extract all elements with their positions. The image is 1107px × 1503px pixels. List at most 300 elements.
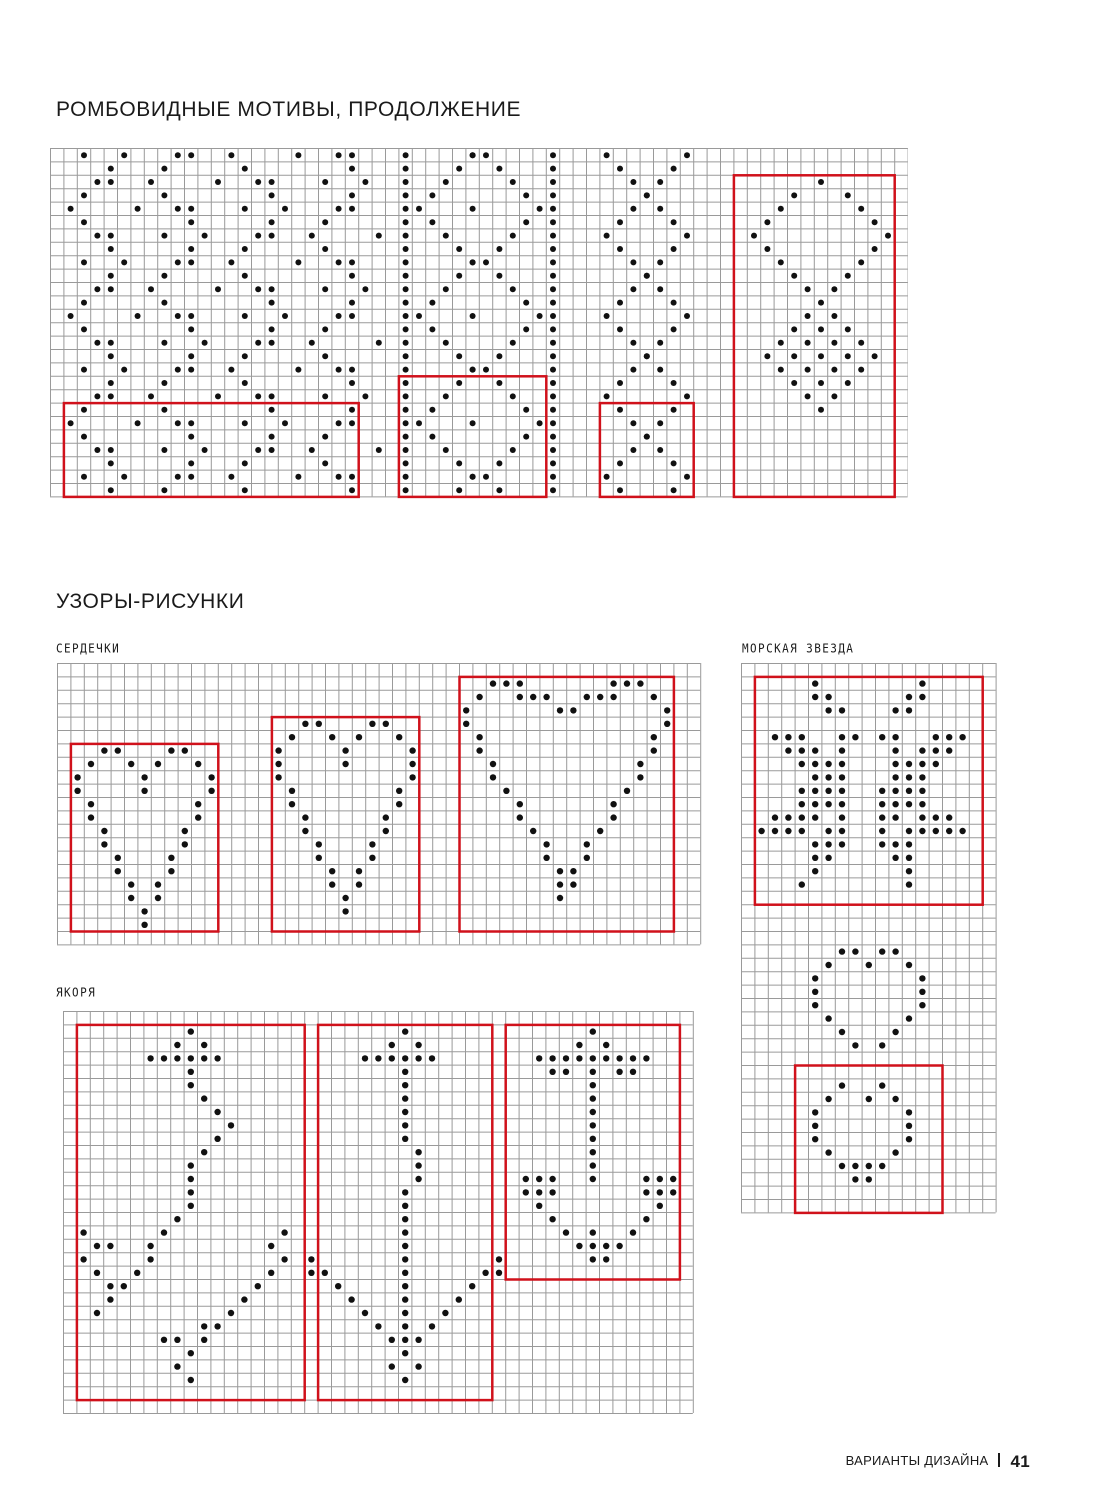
stitch-dot bbox=[839, 761, 845, 767]
stitch-dot bbox=[188, 1162, 194, 1168]
stitch-dot bbox=[80, 1256, 86, 1262]
stitch-dot bbox=[818, 353, 824, 359]
stitch-dot bbox=[101, 828, 107, 834]
stitch-dot bbox=[476, 734, 482, 740]
stitch-dot bbox=[879, 788, 885, 794]
stitch-dot bbox=[415, 1176, 421, 1182]
stitch-dot bbox=[269, 192, 275, 198]
stitch-dot bbox=[201, 1042, 207, 1048]
stitch-dot bbox=[617, 219, 623, 225]
stitch-dot bbox=[537, 206, 543, 212]
stitch-dot bbox=[617, 246, 623, 252]
stitch-dot bbox=[121, 1283, 127, 1289]
page-number: 41 bbox=[1010, 1452, 1030, 1471]
stitch-dot bbox=[831, 367, 837, 373]
stitch-dot bbox=[308, 1256, 314, 1262]
stitch-dot bbox=[906, 962, 912, 968]
stitch-dot bbox=[403, 179, 409, 185]
stitch-dot bbox=[188, 1082, 194, 1088]
stitch-dot bbox=[383, 814, 389, 820]
stitch-dot bbox=[919, 989, 925, 995]
stitch-dot bbox=[242, 273, 248, 279]
stitch-dot bbox=[188, 434, 194, 440]
stitch-dot bbox=[791, 273, 797, 279]
stitch-dot bbox=[242, 206, 248, 212]
stitch-dot bbox=[416, 206, 422, 212]
stitch-dot bbox=[443, 393, 449, 399]
stitch-dot bbox=[630, 340, 636, 346]
stitch-dot bbox=[362, 1310, 368, 1316]
stitch-dot bbox=[349, 380, 355, 386]
stitch-dot bbox=[906, 868, 912, 874]
stitch-dot bbox=[858, 340, 864, 346]
stitch-dot bbox=[81, 474, 87, 480]
stitch-dot bbox=[812, 841, 818, 847]
stitch-dot bbox=[523, 407, 529, 413]
stitch-dot bbox=[295, 259, 301, 265]
stitch-dot bbox=[906, 1136, 912, 1142]
stitch-dot bbox=[349, 300, 355, 306]
stitch-dot bbox=[402, 1296, 408, 1302]
stitch-dot bbox=[214, 1055, 220, 1061]
stitch-dot bbox=[255, 340, 261, 346]
stitch-dot bbox=[919, 761, 925, 767]
stitch-dot bbox=[825, 855, 831, 861]
stitch-dot bbox=[242, 420, 248, 426]
stitch-dot bbox=[402, 1270, 408, 1276]
stitch-dot bbox=[188, 1350, 194, 1356]
stitch-dot bbox=[456, 487, 462, 493]
stitch-dot bbox=[242, 313, 248, 319]
repeat-frame bbox=[600, 403, 694, 497]
stitch-dot bbox=[362, 179, 368, 185]
stitch-dot bbox=[845, 326, 851, 332]
stitch-dot bbox=[549, 1189, 555, 1195]
stitch-dot bbox=[812, 814, 818, 820]
stitch-dot bbox=[858, 206, 864, 212]
stitch-dot bbox=[643, 1055, 649, 1061]
stitch-dot bbox=[269, 219, 275, 225]
stitch-dot bbox=[892, 761, 898, 767]
stitch-dot bbox=[115, 747, 121, 753]
stitch-dot bbox=[375, 1055, 381, 1061]
stitch-dot bbox=[496, 380, 502, 386]
stitch-dot bbox=[121, 474, 127, 480]
stitch-dot bbox=[785, 747, 791, 753]
stitch-dot bbox=[906, 1015, 912, 1021]
stitch-dot bbox=[175, 259, 181, 265]
stitch-dot bbox=[812, 774, 818, 780]
stitch-dot bbox=[402, 1095, 408, 1101]
stitch-dot bbox=[791, 326, 797, 332]
stitch-dot bbox=[503, 788, 509, 794]
stitch-dot bbox=[550, 192, 556, 198]
stitch-dot bbox=[764, 353, 770, 359]
stitch-dot bbox=[255, 447, 261, 453]
stitch-dot bbox=[94, 447, 100, 453]
stitch-dot bbox=[349, 259, 355, 265]
stitch-dot bbox=[141, 774, 147, 780]
stitch-dot bbox=[839, 841, 845, 847]
stitch-dot bbox=[161, 166, 167, 172]
stitch-dot bbox=[161, 407, 167, 413]
stitch-dot bbox=[557, 881, 563, 887]
stitch-dot bbox=[81, 192, 87, 198]
stitch-dot bbox=[496, 246, 502, 252]
stitch-dot bbox=[892, 948, 898, 954]
stitch-dot bbox=[403, 326, 409, 332]
stitch-dot bbox=[812, 1136, 818, 1142]
stitch-dot bbox=[443, 340, 449, 346]
stitch-dot bbox=[429, 1055, 435, 1061]
stitch-dot bbox=[630, 259, 636, 265]
stitch-dot bbox=[630, 286, 636, 292]
stitch-dot bbox=[812, 1123, 818, 1129]
stitch-dot bbox=[536, 1176, 542, 1182]
stitch-dot bbox=[81, 152, 87, 158]
stitch-dot bbox=[839, 1163, 845, 1169]
stitch-dot bbox=[590, 1082, 596, 1088]
stitch-dot bbox=[108, 393, 114, 399]
stitch-dot bbox=[195, 761, 201, 767]
stitch-dot bbox=[630, 1055, 636, 1061]
stitch-dot bbox=[839, 774, 845, 780]
stitch-dot bbox=[610, 694, 616, 700]
stitch-dot bbox=[490, 761, 496, 767]
stitch-dot bbox=[403, 219, 409, 225]
stitch-dot bbox=[107, 1283, 113, 1289]
stitch-dot bbox=[228, 152, 234, 158]
stitch-dot bbox=[115, 868, 121, 874]
stitch-dot bbox=[799, 801, 805, 807]
stitch-dot bbox=[336, 367, 342, 373]
stitch-dot bbox=[403, 434, 409, 440]
stitch-dot bbox=[322, 1270, 328, 1276]
stitch-dot bbox=[825, 1015, 831, 1021]
stitch-dot bbox=[825, 788, 831, 794]
stitch-dot bbox=[839, 948, 845, 954]
stitch-dot bbox=[269, 286, 275, 292]
stitch-dot bbox=[329, 734, 335, 740]
stitch-dot bbox=[188, 1377, 194, 1383]
stitch-dot bbox=[617, 300, 623, 306]
stitch-dot bbox=[403, 286, 409, 292]
stitch-dot bbox=[630, 1069, 636, 1075]
stitch-dot bbox=[108, 233, 114, 239]
stitch-dot bbox=[872, 353, 878, 359]
stitch-dot bbox=[550, 393, 556, 399]
grid-lines bbox=[50, 148, 908, 497]
stitch-dot bbox=[772, 814, 778, 820]
stitch-dot bbox=[161, 1229, 167, 1235]
stitch-dot bbox=[563, 1055, 569, 1061]
stitch-dot bbox=[135, 206, 141, 212]
stitch-dot bbox=[214, 1109, 220, 1115]
stitch-dot bbox=[831, 313, 837, 319]
stitch-dot bbox=[772, 734, 778, 740]
stitch-dot bbox=[94, 179, 100, 185]
stitch-dot bbox=[402, 1082, 408, 1088]
stitch-dot bbox=[88, 814, 94, 820]
stitch-dot bbox=[919, 680, 925, 686]
stitch-dot bbox=[463, 721, 469, 727]
stitch-dot bbox=[785, 734, 791, 740]
stitch-dot bbox=[161, 1055, 167, 1061]
stitch-dot bbox=[616, 1243, 622, 1249]
stitch-dot bbox=[778, 206, 784, 212]
stitch-dot bbox=[604, 393, 610, 399]
stitch-dot bbox=[812, 1109, 818, 1115]
stitch-dot bbox=[409, 747, 415, 753]
stitch-dot bbox=[376, 233, 382, 239]
stitch-dot bbox=[108, 380, 114, 386]
stitch-dot bbox=[799, 734, 805, 740]
stitch-dot bbox=[403, 340, 409, 346]
stitch-dot bbox=[147, 1256, 153, 1262]
stitch-dot bbox=[550, 300, 556, 306]
stitch-dot bbox=[550, 434, 556, 440]
stitch-dot bbox=[906, 855, 912, 861]
stitch-dot bbox=[174, 1042, 180, 1048]
stitch-dot bbox=[570, 868, 576, 874]
stitch-dot bbox=[831, 286, 837, 292]
stitch-dot bbox=[839, 747, 845, 753]
stitch-dot bbox=[630, 420, 636, 426]
stitch-dot bbox=[919, 747, 925, 753]
stitch-dot bbox=[74, 788, 80, 794]
stitch-dot bbox=[409, 774, 415, 780]
stitch-dot bbox=[812, 801, 818, 807]
stitch-dot bbox=[812, 989, 818, 995]
stitch-dot bbox=[402, 1323, 408, 1329]
stitch-dot bbox=[933, 828, 939, 834]
stitch-dot bbox=[550, 219, 556, 225]
stitch-dot bbox=[476, 747, 482, 753]
stitch-dot bbox=[643, 1216, 649, 1222]
stitch-dot bbox=[329, 881, 335, 887]
stitch-dot bbox=[175, 367, 181, 373]
stitch-dot bbox=[550, 259, 556, 265]
stitch-dot bbox=[429, 1323, 435, 1329]
stitch-dot bbox=[812, 855, 818, 861]
stitch-dot bbox=[403, 353, 409, 359]
stitch-dot bbox=[202, 340, 208, 346]
stitch-dot bbox=[550, 179, 556, 185]
stitch-dot bbox=[892, 707, 898, 713]
stitch-dot bbox=[349, 166, 355, 172]
stitch-dot bbox=[161, 233, 167, 239]
stitch-dot bbox=[456, 460, 462, 466]
stitch-dot bbox=[684, 233, 690, 239]
stitch-dot bbox=[483, 152, 489, 158]
stitch-dot bbox=[818, 326, 824, 332]
stitch-dot bbox=[108, 340, 114, 346]
stitch-dot bbox=[778, 340, 784, 346]
stitch-dot bbox=[906, 841, 912, 847]
stitch-dot bbox=[416, 420, 422, 426]
stitch-dot bbox=[415, 1337, 421, 1343]
stitch-dot bbox=[188, 326, 194, 332]
stitch-dot bbox=[644, 353, 650, 359]
stitch-dot bbox=[892, 747, 898, 753]
stitch-dot bbox=[456, 166, 462, 172]
stitch-dot bbox=[866, 1096, 872, 1102]
stitch-dot bbox=[557, 707, 563, 713]
stitch-dot bbox=[510, 233, 516, 239]
stitch-dot bbox=[671, 487, 677, 493]
stitch-dot bbox=[671, 166, 677, 172]
stitch-dot bbox=[892, 801, 898, 807]
stitch-dot bbox=[269, 393, 275, 399]
stitch-dot bbox=[148, 393, 154, 399]
stitch-dot bbox=[289, 801, 295, 807]
stitch-dot bbox=[825, 1149, 831, 1155]
stitch-dot bbox=[624, 788, 630, 794]
stitch-dot bbox=[356, 868, 362, 874]
stitch-dot bbox=[657, 420, 663, 426]
stitch-dot bbox=[684, 152, 690, 158]
stitch-dot bbox=[121, 152, 127, 158]
stitch-dot bbox=[758, 828, 764, 834]
stitch-dot bbox=[336, 474, 342, 480]
stitch-dot bbox=[550, 460, 556, 466]
stitch-dot bbox=[879, 1163, 885, 1169]
stitch-dot bbox=[403, 246, 409, 252]
stitch-dot bbox=[536, 1055, 542, 1061]
stitch-dot bbox=[402, 1256, 408, 1262]
stitch-dot bbox=[68, 420, 74, 426]
stitch-dot bbox=[550, 246, 556, 252]
stitch-dot bbox=[959, 734, 965, 740]
stitch-dot bbox=[852, 948, 858, 954]
stitch-dot bbox=[536, 1189, 542, 1195]
stitch-dot bbox=[322, 460, 328, 466]
stitch-dot bbox=[557, 868, 563, 874]
stitch-dot bbox=[289, 734, 295, 740]
stitch-dot bbox=[121, 259, 127, 265]
stitch-dot bbox=[349, 152, 355, 158]
stitch-dot bbox=[415, 1363, 421, 1369]
stitch-dot bbox=[933, 747, 939, 753]
stitch-dot bbox=[604, 313, 610, 319]
stitch-dot bbox=[81, 407, 87, 413]
stitch-dot bbox=[269, 407, 275, 413]
stitch-dot bbox=[188, 1176, 194, 1182]
stitch-dot bbox=[590, 1176, 596, 1182]
stitch-dot bbox=[255, 233, 261, 239]
stitch-dot bbox=[523, 326, 529, 332]
stitch-dot bbox=[389, 1055, 395, 1061]
stitch-dot bbox=[188, 367, 194, 373]
stitch-dot bbox=[403, 447, 409, 453]
stitch-dot bbox=[590, 1122, 596, 1128]
stitch-dot bbox=[336, 313, 342, 319]
stitch-dot bbox=[456, 353, 462, 359]
stitch-dot bbox=[671, 219, 677, 225]
stitch-dot bbox=[684, 474, 690, 480]
stitch-dot bbox=[946, 747, 952, 753]
stitch-dot bbox=[281, 1229, 287, 1235]
stitch-dot bbox=[456, 273, 462, 279]
stitch-dot bbox=[242, 246, 248, 252]
stitch-dot bbox=[269, 300, 275, 306]
stitch-dot bbox=[510, 179, 516, 185]
stitch-dot bbox=[402, 1109, 408, 1115]
stitch-dot bbox=[496, 273, 502, 279]
stitch-dot bbox=[135, 420, 141, 426]
stitch-dot bbox=[255, 393, 261, 399]
stitch-dot bbox=[590, 1109, 596, 1115]
stitch-dot bbox=[188, 219, 194, 225]
stitch-dot bbox=[68, 313, 74, 319]
stitch-dot bbox=[617, 166, 623, 172]
stitch-dot bbox=[429, 219, 435, 225]
stitch-dot bbox=[657, 259, 663, 265]
page-footer bbox=[846, 1452, 1030, 1472]
stitch-dot bbox=[799, 747, 805, 753]
stitch-dot bbox=[356, 881, 362, 887]
stitch-dot bbox=[791, 192, 797, 198]
stitch-dot bbox=[336, 259, 342, 265]
stitch-dot bbox=[81, 259, 87, 265]
stitch-dot bbox=[316, 855, 322, 861]
stitch-dot bbox=[825, 1096, 831, 1102]
stitch-dot bbox=[664, 707, 670, 713]
stitch-dot bbox=[630, 367, 636, 373]
stitch-dot bbox=[537, 313, 543, 319]
stitch-dot bbox=[630, 206, 636, 212]
stitch-dot bbox=[483, 474, 489, 480]
stitch-dot bbox=[429, 326, 435, 332]
stitch-dot bbox=[175, 474, 181, 480]
stitch-dot bbox=[362, 286, 368, 292]
stitch-dot bbox=[402, 1350, 408, 1356]
stitch-dot bbox=[657, 206, 663, 212]
stitch-dot bbox=[81, 219, 87, 225]
footer-title: ВАРИАНТЫ ДИЗАЙНА bbox=[845, 1453, 989, 1468]
stitch-dot bbox=[657, 1189, 663, 1195]
stitch-dot bbox=[188, 1189, 194, 1195]
chart-anchors bbox=[63, 1011, 695, 1416]
stitch-dot bbox=[825, 841, 831, 847]
stitch-dot bbox=[933, 761, 939, 767]
stitch-dot bbox=[616, 1069, 622, 1075]
stitch-dot bbox=[825, 962, 831, 968]
chart-rhombus-motifs bbox=[50, 148, 908, 504]
stitch-dot bbox=[839, 1082, 845, 1088]
stitch-dot bbox=[242, 460, 248, 466]
stitch-dot bbox=[550, 420, 556, 426]
stitch-dot bbox=[322, 393, 328, 399]
stitch-dot bbox=[402, 1136, 408, 1142]
stitch-dot bbox=[241, 1296, 247, 1302]
stitch-dot bbox=[892, 855, 898, 861]
stitch-dot bbox=[161, 273, 167, 279]
stitch-dot bbox=[161, 487, 167, 493]
stitch-dot bbox=[590, 1136, 596, 1142]
stitch-dot bbox=[671, 407, 677, 413]
stitch-dot bbox=[134, 1270, 140, 1276]
stitch-dot bbox=[289, 788, 295, 794]
stitch-dot bbox=[302, 814, 308, 820]
stitch-dot bbox=[523, 1176, 529, 1182]
stitch-dot bbox=[442, 1310, 448, 1316]
stitch-dot bbox=[201, 1095, 207, 1101]
stitch-dot bbox=[369, 855, 375, 861]
stitch-dot bbox=[657, 1176, 663, 1182]
stitch-dot bbox=[228, 474, 234, 480]
stitch-dot bbox=[349, 192, 355, 198]
